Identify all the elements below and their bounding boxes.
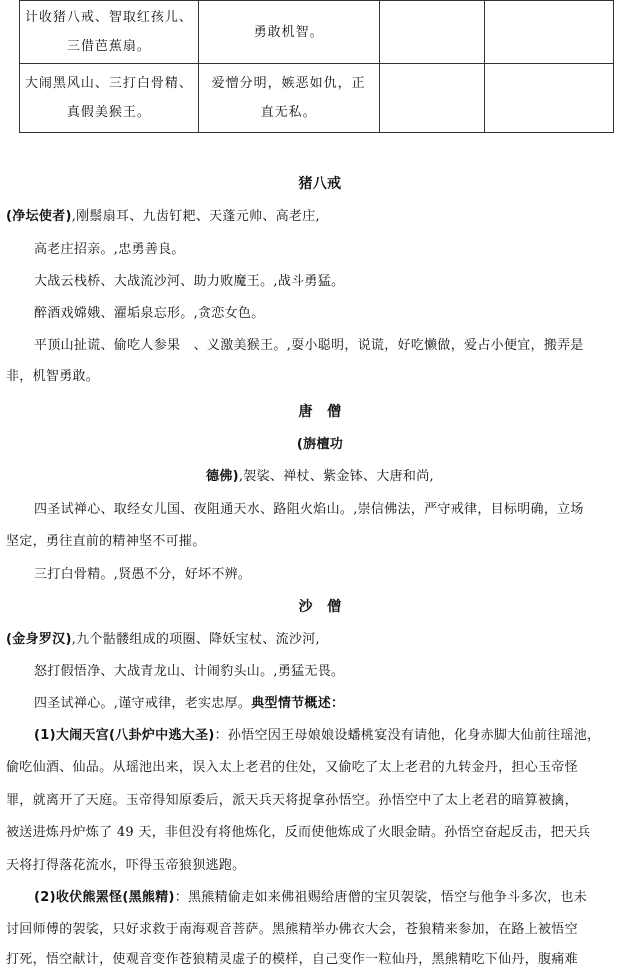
table-row bbox=[20, 64, 614, 133]
cell-line: 真假美猴王。 bbox=[66, 105, 151, 120]
plot-1-line-2: 偷吃仙酒、仙品。从瑶池出来，误入太上老君的住处，又偷吃了太上老君的九转金丹，担心玉帝怪 bbox=[6, 760, 578, 775]
plot-2-text: ：黑熊精偷走如来佛祖赐给唐僧的宝贝袈裟，悟空与他争斗多次，也未 bbox=[174, 890, 588, 905]
character-table bbox=[19, 0, 614, 133]
sha-line-2: 怒打假悟净、大战青龙山、计闹豹头山。,勇猛无畏。 bbox=[34, 664, 345, 679]
table-cell-traits bbox=[198, 1, 379, 64]
sha-line-1 bbox=[0, 628, 640, 647]
zhu-line-5: 平顶山扯谎、偷吃人参果 、义激美猴王。,耍小聪明，说谎，好吃懒做，爱占小便宜，搬弄是 bbox=[34, 338, 584, 353]
sha-title-bold: (金身罗汉) bbox=[6, 632, 72, 647]
plot-1-text: ：孙悟空因王母娘娘设蟠桃宴没有请他，化身赤脚大仙前往瑶池， bbox=[214, 728, 601, 743]
section-title-tang: 唐 僧 bbox=[298, 404, 342, 420]
tang-line-1-text: ,袈裟、禅杖、紫金钵、大唐和尚, bbox=[238, 469, 434, 484]
plot-1-line-4: 被送进炼丹炉炼了 49 天，非但没有将他炼化，反而使他炼成了火眼金睛。孙悟空奋起反击，把天兵 bbox=[6, 825, 591, 840]
zhu-line-3: 大战云栈桥、大战流沙河、助力败魔王。,战斗勇猛。 bbox=[34, 274, 345, 289]
table-cell-traits bbox=[198, 64, 379, 133]
plot-1-line-3: 罪，就离开了天庭。玉帝得知原委后，派天兵天将捉拿孙悟空。孙悟空中了太上老君的暗算被擒， bbox=[6, 793, 578, 808]
zhu-line-4: 醉酒戏嫦娥、濯垢泉忘形。,贪恋女色。 bbox=[34, 306, 265, 321]
plot-2-line-2: 讨回师傅的袈裟，只好求救于南海观音菩萨。黑熊精举办佛衣大会，苍狼精来参加，在路上被悟空 bbox=[6, 922, 578, 937]
section-title-sha: 沙 僧 bbox=[298, 599, 342, 615]
cell-line: 大闹黑风山、三打白骨精、 bbox=[24, 76, 193, 91]
table-cell-events bbox=[20, 64, 199, 133]
cell-line: 三借芭蕉扇。 bbox=[66, 39, 151, 54]
plot-2-line-3: 打死，悟空献计，使观音变作苍狼精灵虚子的模样，自己变作一粒仙丹，黑熊精吃下仙丹，腹痛难 bbox=[6, 952, 578, 967]
table-cell-empty bbox=[379, 64, 484, 133]
sha-line-3 bbox=[0, 692, 640, 711]
zhu-line-2: 高老庄招亲。,忠勇善良。 bbox=[34, 242, 185, 257]
plot-summary-heading: 典型情节概述： bbox=[251, 696, 345, 711]
section-title-zhu: 猪八戒 bbox=[298, 176, 342, 192]
zhu-line-6: 非，机智勇敢。 bbox=[6, 369, 100, 384]
plot-1-line-1 bbox=[0, 724, 640, 743]
tang-title-bold: 德佛) bbox=[206, 469, 239, 484]
plot-1-line-5: 天将打得落花流水，吓得玉帝狼狈逃跑。 bbox=[6, 858, 246, 873]
cell-line: 计收猪八戒、智取红孩儿、 bbox=[24, 10, 193, 25]
plot-2-line-1 bbox=[0, 886, 640, 905]
tang-line-4: 三打白骨精。,贤愚不分，好坏不辨。 bbox=[34, 567, 252, 582]
zhu-title-bold: (净坛使者) bbox=[6, 209, 72, 224]
tang-line-3: 坚定，勇往直前的精神坚不可摧。 bbox=[6, 534, 206, 549]
table-cell-empty bbox=[484, 64, 613, 133]
cell-line: 直无私。 bbox=[260, 105, 317, 120]
plot-1-title: (1)大闹天宫(八卦炉中逃大圣) bbox=[34, 728, 215, 743]
table-cell-empty bbox=[379, 1, 484, 64]
table-cell-empty bbox=[484, 1, 613, 64]
tang-line-2: 四圣试禅心、取经女儿国、夜阻通天水、路阻火焰山。,崇信佛法，严守戒律，目标明确，立场 bbox=[34, 502, 584, 517]
cell-line: 勇敢机智。 bbox=[253, 24, 324, 40]
table-cell-events bbox=[20, 1, 199, 64]
sha-line-1-text: ,九个骷髅组成的项圈、降妖宝杖、流沙河, bbox=[71, 632, 320, 647]
tang-line-1 bbox=[0, 465, 640, 484]
tang-subtitle: (旃檀功 bbox=[296, 437, 344, 452]
zhu-line-1-text: ,刚鬃扇耳、九齿钉耙、天蓬元帅、高老庄, bbox=[71, 209, 320, 224]
plot-2-title: (2)收伏熊罴怪(黑熊精) bbox=[34, 890, 175, 905]
table-row bbox=[20, 1, 614, 64]
zhu-line-1 bbox=[0, 205, 640, 224]
cell-line: 爱憎分明，嫉恶如仇，正 bbox=[211, 76, 366, 91]
sha-line-3-text: 四圣试禅心。,谨守戒律，老实忠厚。 bbox=[34, 696, 252, 711]
